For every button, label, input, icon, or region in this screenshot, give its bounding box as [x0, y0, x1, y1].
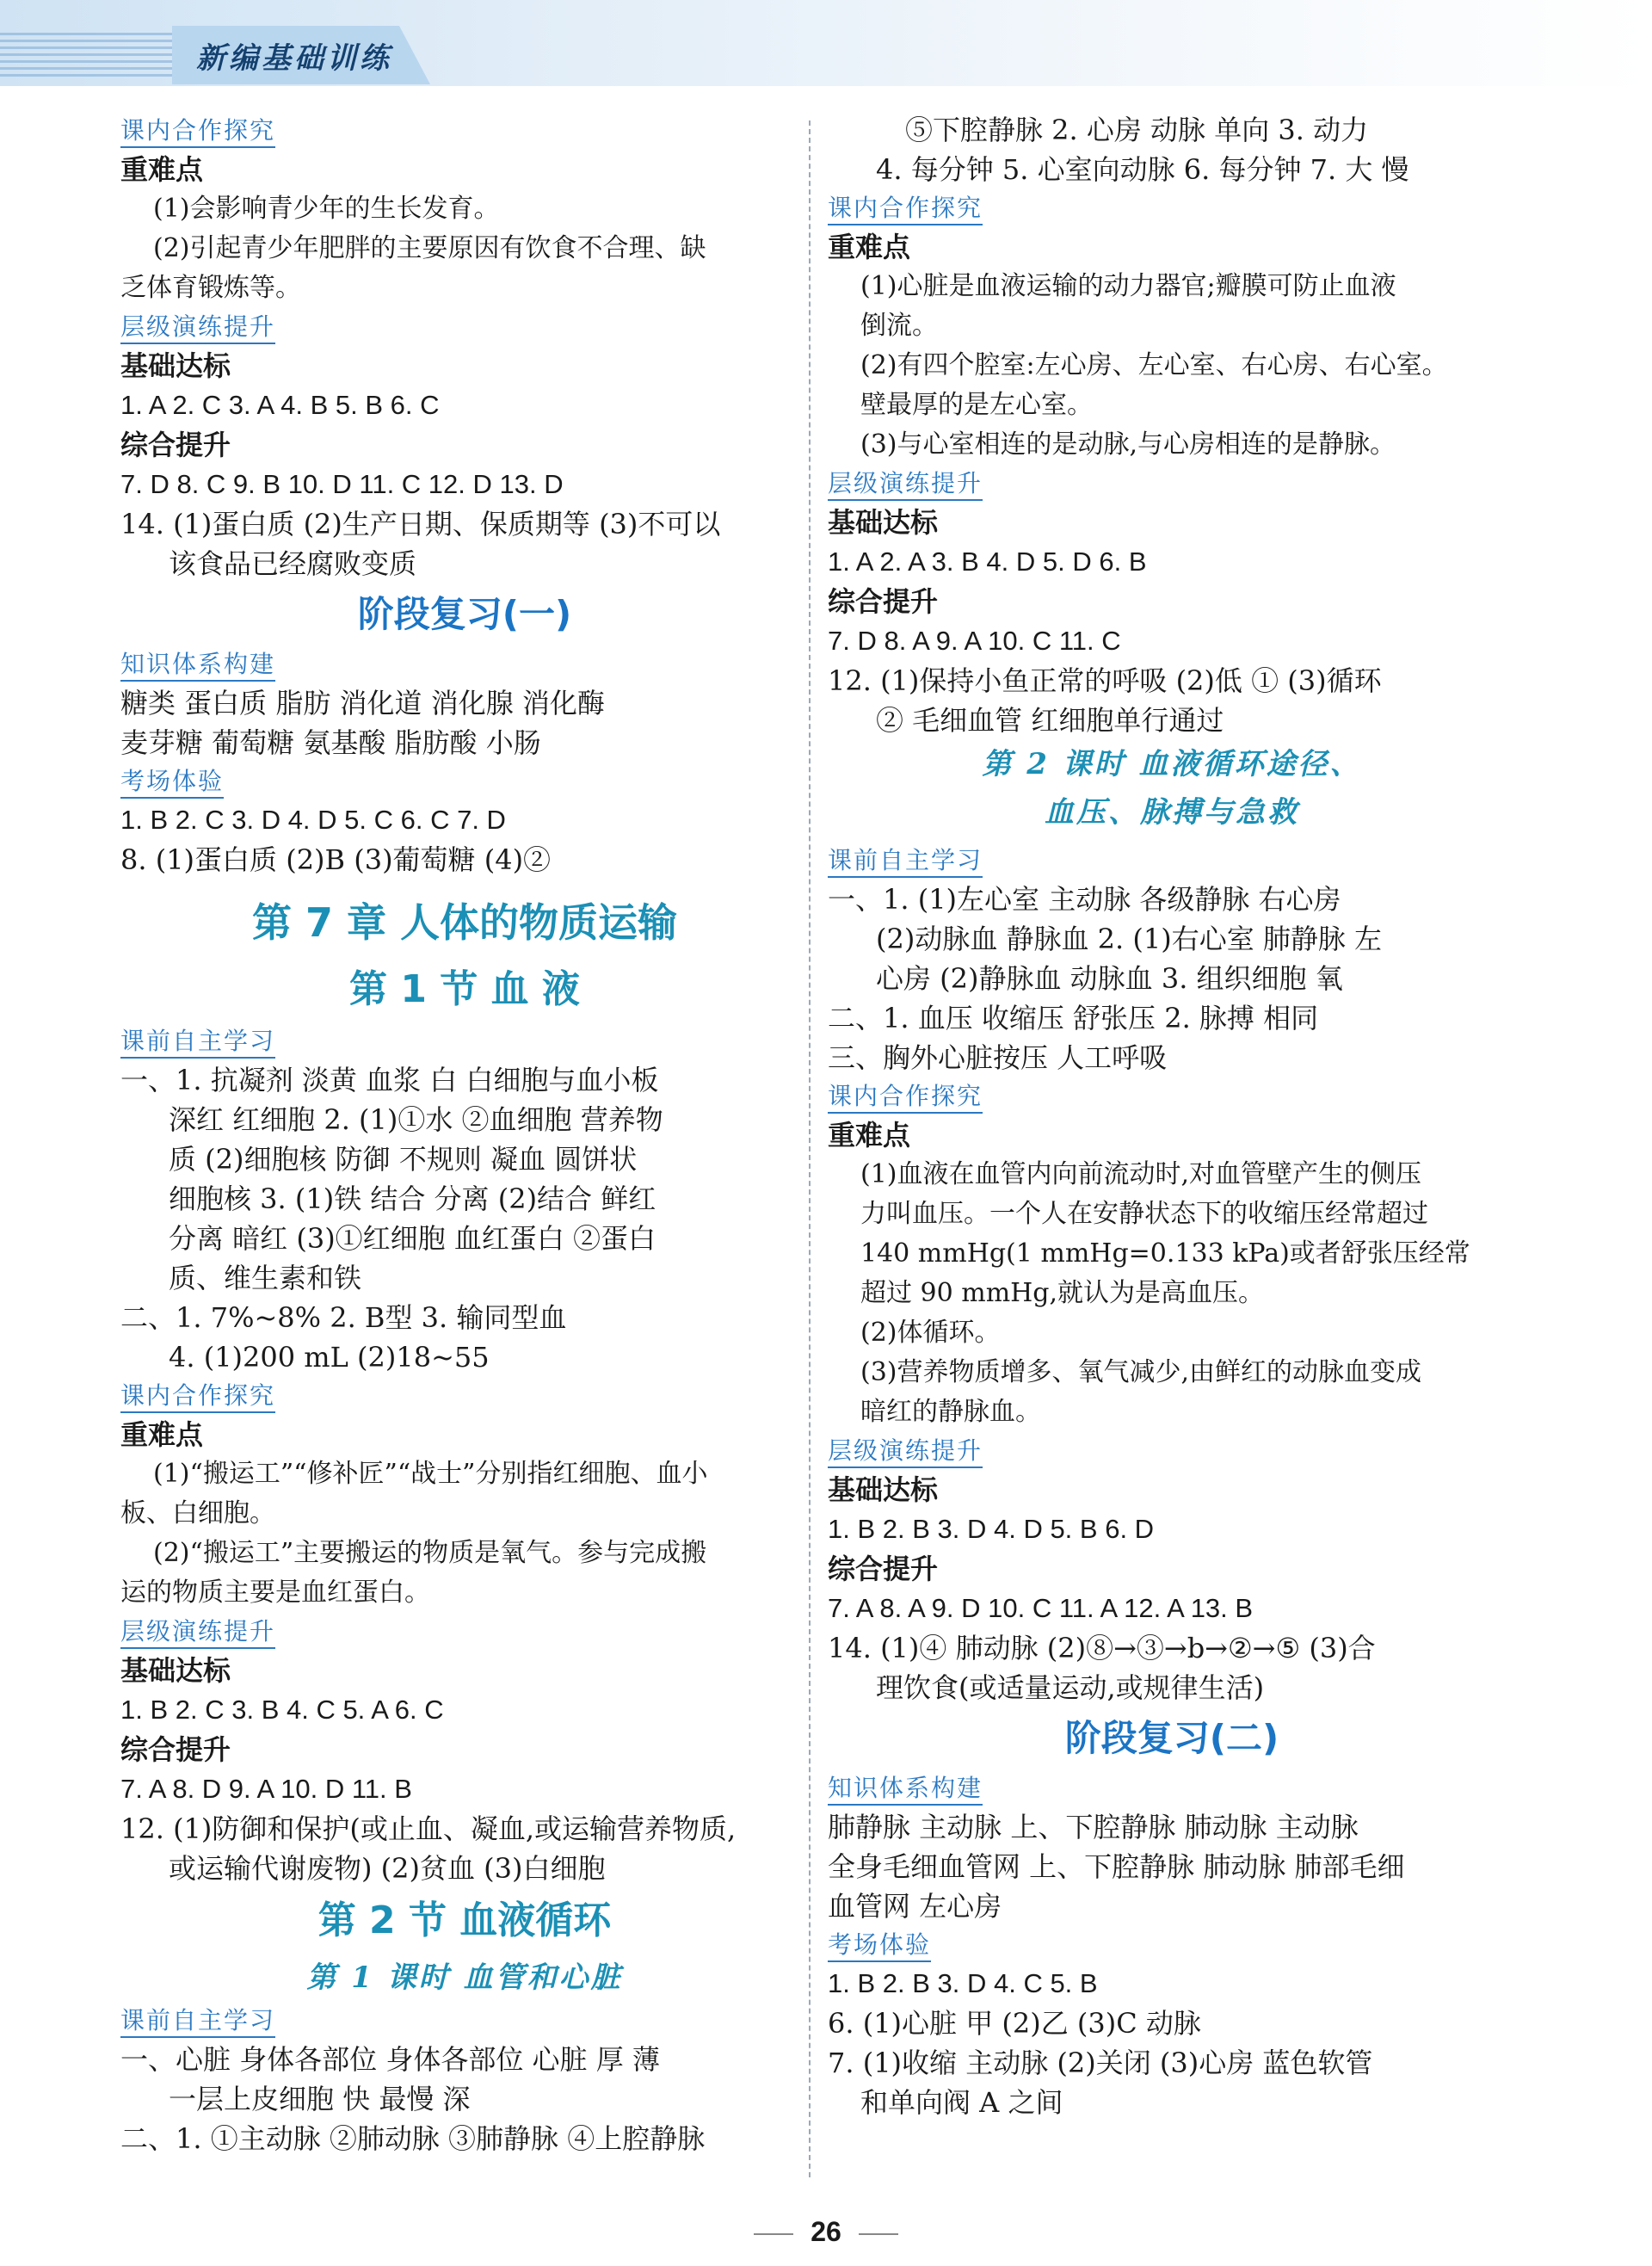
- subheading: 重难点: [120, 153, 204, 186]
- stage-review-title: 阶段复习(二): [1064, 1717, 1279, 1759]
- text-line: 理饮食(或适量运动,或规律生活): [876, 1671, 1265, 1704]
- text-line: ② 毛细血管 红细胞单行通过: [876, 704, 1224, 737]
- text-line: (1)会影响青少年的生长发育。: [153, 194, 500, 224]
- text-line: ⑤下腔静脉 2. 心房 动脉 单向 3. 动力: [905, 114, 1369, 146]
- section-label: 考场体验: [828, 1929, 931, 1962]
- text-line: 心房 (2)静脉血 动脉血 3. 组织细胞 氧: [876, 962, 1343, 995]
- section-label: 层级演练提升: [120, 312, 275, 344]
- text-line: 14. (1)④ 肺动脉 (2)⑧→③→b→②→⑤ (3)合: [828, 1632, 1376, 1664]
- section-label: 知识体系构建: [828, 1773, 983, 1806]
- dash-left: [754, 2233, 793, 2235]
- right-column: [828, 110, 1516, 2122]
- section-label: 层级演练提升: [828, 1436, 983, 1468]
- section-label: 课前自主学习: [120, 1026, 275, 1059]
- text-line: 细胞核 3. (1)铁 结合 分离 (2)结合 鲜红: [169, 1182, 656, 1215]
- subheading: 综合提升: [828, 1553, 939, 1585]
- text-line: 暗红的静脉血。: [860, 1397, 1041, 1427]
- left-column: [120, 112, 809, 2158]
- text-line: 6. (1)心脏 甲 (2)乙 (3)C 动脉: [828, 2007, 1201, 2040]
- text-line: 140 mmHg(1 mmHg=0.133 kPa)或者舒张压经常: [860, 1238, 1470, 1269]
- section-title: 第 2 节 血液循环: [317, 1899, 612, 1942]
- text-line: (3)与心室相连的是动脉,与心房相连的是静脉。: [860, 429, 1396, 460]
- answer-line: 1. A 2. C 3. A 4. B 5. B 6. C: [120, 390, 440, 420]
- text-line: 二、1. ①主动脉 ②肺动脉 ③肺静脉 ④上腔静脉: [120, 2122, 706, 2155]
- subheading: 综合提升: [120, 429, 231, 461]
- text-line: (2)动脉血 静脉血 2. (1)右心室 肺静脉 左: [876, 923, 1383, 955]
- answer-line: 1. B 2. C 3. B 4. C 5. A 6. C: [120, 1695, 444, 1725]
- page-number-text: 26: [811, 2216, 841, 2247]
- page-number: [0, 2216, 1652, 2248]
- subheading: 重难点: [828, 231, 911, 263]
- subheading: 重难点: [828, 1119, 911, 1152]
- text-line: 质 (2)细胞核 防御 不规则 凝血 圆饼状: [169, 1143, 638, 1176]
- subheading: 重难点: [120, 1418, 204, 1451]
- text-line: (1)“搬运工”“修补匠”“战士”分别指红细胞、血小: [153, 1459, 708, 1489]
- text-line: 乏体育锻炼等。: [120, 273, 301, 303]
- text-line: (3)营养物质增多、氧气减少,由鲜红的动脉血变成: [860, 1357, 1422, 1387]
- header-stripes: [0, 33, 172, 77]
- text-line: 二、1. 7%~8% 2. B型 3. 输同型血: [120, 1301, 567, 1334]
- text-line: 深红 红细胞 2. (1)①水 ②血细胞 营养物: [169, 1103, 663, 1136]
- chapter-title: 第 7 章 人体的物质运输: [251, 899, 678, 946]
- section-label: 课内合作探究: [828, 1081, 983, 1114]
- text-line: 麦芽糖 葡萄糖 氨基酸 脂肪酸 小肠: [120, 726, 541, 759]
- text-line: 和单向阀 A 之间: [860, 2086, 1063, 2119]
- text-line: 质、维生素和铁: [169, 1262, 362, 1294]
- text-line: 运的物质主要是血红蛋白。: [120, 1578, 430, 1608]
- text-line: 或运输代谢废物) (2)贫血 (3)白细胞: [169, 1852, 606, 1885]
- subheading: 综合提升: [120, 1733, 231, 1766]
- answer-line: 7. A 8. A 9. D 10. C 11. A 12. A 13. B: [828, 1593, 1254, 1623]
- text-line: 板、白细胞。: [120, 1498, 275, 1528]
- text-line: 8. (1)蛋白质 (2)B (3)葡萄糖 (4)②: [120, 843, 552, 876]
- section-label: 层级演练提升: [828, 468, 983, 501]
- text-line: 一、心脏 身体各部位 身体各部位 心脏 厚 薄: [120, 2043, 660, 2076]
- answer-line: 1. B 2. B 3. D 4. D 5. B 6. D: [828, 1514, 1155, 1544]
- text-line: (1)血液在血管内向前流动时,对血管壁产生的侧压: [860, 1159, 1422, 1189]
- text-line: 7. (1)收缩 主动脉 (2)关闭 (3)心房 蓝色软管: [828, 2047, 1373, 2079]
- text-line: 超过 90 mmHg,就认为是高血压。: [860, 1278, 1265, 1308]
- section-label: 课内合作探究: [120, 115, 275, 148]
- text-line: 力叫血压。一个人在安静状态下的收缩压经常超过: [860, 1199, 1428, 1229]
- text-line: 全身毛细血管网 上、下腔静脉 肺动脉 肺部毛细: [828, 1850, 1405, 1883]
- text-line: (1)心脏是血液运输的动力器官;瓣膜可防止血液: [860, 271, 1396, 301]
- text-line: 肺静脉 主动脉 上、下腔静脉 肺动脉 主动脉: [828, 1811, 1359, 1843]
- dash-right: [859, 2233, 898, 2235]
- text-line: 12. (1)防御和保护(或止血、凝血,或运输营养物质,: [120, 1812, 737, 1845]
- section-label: 层级演练提升: [120, 1616, 275, 1649]
- text-line: (2)“搬运工”主要搬运的物质是氧气。参与完成搬: [153, 1538, 707, 1568]
- text-line: 壁最厚的是左心室。: [860, 390, 1093, 420]
- text-line: (2)体循环。: [860, 1318, 1001, 1348]
- lesson-title: 第 1 课时 血管和心脏: [306, 1960, 623, 1995]
- text-line: 血管网 左心房: [828, 1890, 1002, 1923]
- answer-line: 1. B 2. B 3. D 4. C 5. B: [828, 1968, 1098, 1998]
- text-line: (2)有四个腔室:左心房、左心室、右心房、右心室。: [860, 350, 1448, 380]
- subheading: 综合提升: [828, 585, 939, 618]
- subheading: 基础达标: [120, 1654, 231, 1687]
- text-line: 倒流。: [860, 311, 938, 341]
- text-line: 一层上皮细胞 快 最慢 深: [169, 2083, 471, 2115]
- text-line: 12. (1)保持小鱼正常的呼吸 (2)低 ① (3)循环: [828, 664, 1382, 697]
- answer-line: 1. A 2. A 3. B 4. D 5. D 6. B: [828, 546, 1147, 577]
- subheading: 基础达标: [828, 1473, 939, 1506]
- subheading: 基础达标: [120, 349, 231, 382]
- text-line: 一、1. 抗凝剂 淡黄 血浆 白 白细胞与血小板: [120, 1064, 659, 1096]
- text-line: 二、1. 血压 收缩压 舒张压 2. 脉搏 相同: [828, 1002, 1319, 1034]
- section-label: 课前自主学习: [828, 845, 983, 878]
- text-line: 分离 暗红 (3)①红细胞 血红蛋白 ②蛋白: [169, 1222, 656, 1255]
- text-line: 一、1. (1)左心室 主动脉 各级静脉 右心房: [828, 883, 1341, 916]
- header-title: 新编基础训练: [196, 41, 392, 76]
- text-line: 4. (1)200 mL (2)18~55: [169, 1341, 490, 1374]
- text-line: 糖类 蛋白质 脂肪 消化道 消化腺 消化酶: [120, 687, 605, 719]
- text-line: 三、胸外心脏按压 人工呼吸: [828, 1041, 1168, 1074]
- lesson-title: 血压、脉搏与急救: [1045, 795, 1299, 830]
- section-label: 课内合作探究: [120, 1380, 275, 1413]
- section-label: 考场体验: [120, 766, 224, 799]
- subheading: 基础达标: [828, 506, 939, 539]
- answer-line: 7. D 8. C 9. B 10. D 11. C 12. D 13. D: [120, 469, 564, 499]
- stage-review-title: 阶段复习(一): [357, 593, 572, 635]
- text-line: (2)引起青少年肥胖的主要原因有饮食不合理、缺: [153, 233, 706, 263]
- answer-line: 7. A 8. D 9. A 10. D 11. B: [120, 1774, 412, 1804]
- section-label: 课前自主学习: [120, 2005, 275, 2038]
- answer-line: 1. B 2. C 3. D 4. D 5. C 6. C 7. D: [120, 805, 506, 835]
- answer-line: 7. D 8. A 9. A 10. C 11. C: [828, 626, 1121, 656]
- text-line: 14. (1)蛋白质 (2)生产日期、保质期等 (3)不可以: [120, 508, 721, 540]
- section-title: 第 1 节 血 液: [349, 967, 580, 1011]
- text-line: 该食品已经腐败变质: [169, 547, 417, 580]
- text-line: 4. 每分钟 5. 心室向动脉 6. 每分钟 7. 大 慢: [876, 153, 1409, 186]
- section-label: 课内合作探究: [828, 193, 983, 225]
- lesson-title: 第 2 课时 血液循环途径、: [982, 747, 1362, 781]
- section-label: 知识体系构建: [120, 649, 275, 682]
- column-divider: [809, 120, 811, 2177]
